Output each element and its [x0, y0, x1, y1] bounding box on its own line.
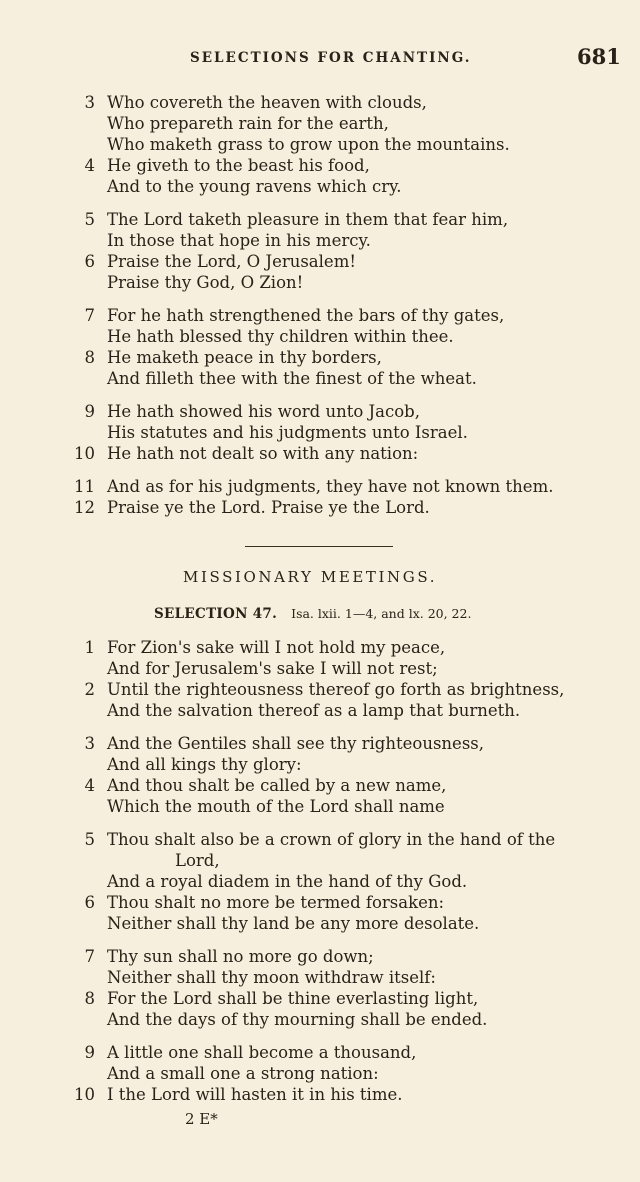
verse-line	[0, 775, 640, 796]
verse-line	[0, 347, 640, 368]
verse-text: And filleth thee with the finest of the wheat.	[107, 369, 477, 388]
verse-text: He giveth to the beast his food,	[107, 156, 370, 175]
verse-text: I the Lord will hasten it in his time.	[107, 1085, 403, 1104]
verse-text: Praise the Lord, O Jerusalem!	[107, 252, 356, 271]
verse-text: Lord,	[175, 851, 220, 870]
verse-text: And the salvation thereof as a lamp that burneth.	[107, 701, 521, 720]
verse-text: Thou shalt also be a crown of glory in the hand of the	[107, 830, 556, 849]
verse-text: He hath blessed thy children within thee.	[107, 327, 454, 346]
verse-number: 3	[84, 734, 95, 753]
verse-line	[0, 176, 640, 197]
verse-number: 6	[84, 893, 95, 912]
verse-line	[0, 658, 640, 679]
stanza-gap	[0, 293, 640, 305]
verse-number: 11	[74, 477, 95, 496]
verse-text: He hath showed his word unto Jacob,	[107, 402, 420, 421]
verse-line	[0, 754, 640, 775]
verse-text: Thy sun shall no more go down;	[107, 947, 374, 966]
verse-number: 4	[84, 156, 95, 175]
verse-text: In those that hope in his mercy.	[107, 231, 371, 250]
verse-text: For Zion's sake will I not hold my peace,	[107, 638, 446, 657]
verse-line	[0, 796, 640, 817]
verse-text: Neither shall thy land be any more desolate.	[107, 914, 480, 933]
verse-text: And the days of thy mourning shall be ended.	[107, 1010, 488, 1029]
verse-number: 10	[74, 444, 95, 463]
verse-line	[0, 1009, 640, 1030]
verse-line	[0, 871, 640, 892]
verse-number: 7	[84, 306, 95, 325]
verse-line	[0, 272, 640, 293]
verse-line	[0, 443, 640, 464]
verse-line	[0, 967, 640, 988]
verse-line	[0, 946, 640, 967]
verse-line	[0, 134, 640, 155]
verse-line	[0, 850, 640, 871]
verse-text: Who prepareth rain for the earth,	[107, 114, 389, 133]
verse-line	[0, 892, 640, 913]
verse-number: 8	[84, 989, 95, 1008]
verse-line	[0, 326, 640, 347]
verse-text: And thou shalt be called by a new name,	[107, 776, 447, 795]
verse-number: 8	[84, 348, 95, 367]
verse-line	[0, 700, 640, 721]
running-head: SELECTIONS FOR CHANTING.	[190, 50, 472, 66]
page-number: 681	[577, 44, 621, 69]
stanza-gap	[0, 389, 640, 401]
chant-verses-upper	[0, 92, 640, 518]
verse-text: Praise thy God, O Zion!	[107, 273, 304, 292]
verse-number: 3	[84, 93, 95, 112]
stanza-gap	[0, 721, 640, 733]
verse-line	[0, 92, 640, 113]
verse-text: For he hath strengthened the bars of thy gates,	[107, 306, 505, 325]
verse-line	[0, 988, 640, 1009]
stanza-gap	[0, 464, 640, 476]
verse-line	[0, 733, 640, 754]
verse-line	[0, 1042, 640, 1063]
selection-heading	[154, 606, 471, 622]
verse-text: Which the mouth of the Lord shall name	[107, 797, 445, 816]
stanza-gap	[0, 197, 640, 209]
verse-line	[0, 829, 640, 850]
verse-number: 12	[74, 498, 95, 517]
verse-text: Thou shalt no more be termed forsaken:	[107, 893, 445, 912]
chant-verses-lower	[0, 637, 640, 1105]
verse-number: 6	[84, 252, 95, 271]
verse-text: His statutes and his judgments unto Israel.	[107, 423, 468, 442]
verse-line	[0, 113, 640, 134]
verse-text: Who covereth the heaven with clouds,	[107, 93, 427, 112]
verse-line	[0, 637, 640, 658]
verse-line	[0, 155, 640, 176]
verse-text: And as for his judgments, they have not known them.	[107, 477, 554, 496]
verse-number: 7	[84, 947, 95, 966]
verse-line	[0, 913, 640, 934]
verse-text: He maketh peace in thy borders,	[107, 348, 382, 367]
verse-text: A little one shall become a thousand,	[107, 1043, 417, 1062]
stanza-gap	[0, 934, 640, 946]
verse-text: And for Jerusalem's sake I will not rest;	[107, 659, 438, 678]
verse-line	[0, 230, 640, 251]
verse-number: 5	[84, 210, 95, 229]
verse-number: 10	[74, 1085, 95, 1104]
signature-mark: 2 E*	[185, 1110, 218, 1128]
selection-label: SELECTION 47.	[154, 606, 278, 622]
verse-text: And to the young ravens which cry.	[107, 177, 402, 196]
verse-text: He hath not dealt so with any nation:	[107, 444, 419, 463]
verse-line	[0, 497, 640, 518]
verse-line	[0, 209, 640, 230]
verse-text: For the Lord shall be thine everlasting light,	[107, 989, 479, 1008]
verse-number: 4	[84, 776, 95, 795]
verse-number: 9	[84, 1043, 95, 1062]
verse-text: Until the righteousness thereof go forth as brightness,	[107, 680, 565, 699]
verse-line	[0, 1084, 640, 1105]
verse-number: 2	[84, 680, 95, 699]
verse-text: Who maketh grass to grow upon the mountains.	[107, 135, 510, 154]
verse-text: And a royal diadem in the hand of thy God.	[107, 872, 468, 891]
verse-line	[0, 1063, 640, 1084]
section-divider	[245, 546, 393, 547]
verse-line	[0, 368, 640, 389]
verse-text: And all kings thy glory:	[107, 755, 302, 774]
section-title: MISSIONARY MEETINGS.	[183, 568, 438, 586]
stanza-gap	[0, 817, 640, 829]
verse-line	[0, 422, 640, 443]
verse-line	[0, 251, 640, 272]
stanza-gap	[0, 1030, 640, 1042]
verse-number: 5	[84, 830, 95, 849]
verse-text: Neither shall thy moon withdraw itself:	[107, 968, 436, 987]
verse-line	[0, 476, 640, 497]
scripture-reference: Isa. lxii. 1—4, and lx. 20, 22.	[291, 606, 472, 621]
verse-line	[0, 305, 640, 326]
verse-text: Praise ye the Lord. Praise ye the Lord.	[107, 498, 430, 517]
verse-number: 9	[84, 402, 95, 421]
verse-text: And a small one a strong nation:	[107, 1064, 379, 1083]
verse-text: The Lord taketh pleasure in them that fear him,	[107, 210, 509, 229]
verse-line	[0, 401, 640, 422]
verse-line	[0, 679, 640, 700]
verse-text: And the Gentiles shall see thy righteousness,	[107, 734, 484, 753]
verse-number: 1	[84, 638, 95, 657]
